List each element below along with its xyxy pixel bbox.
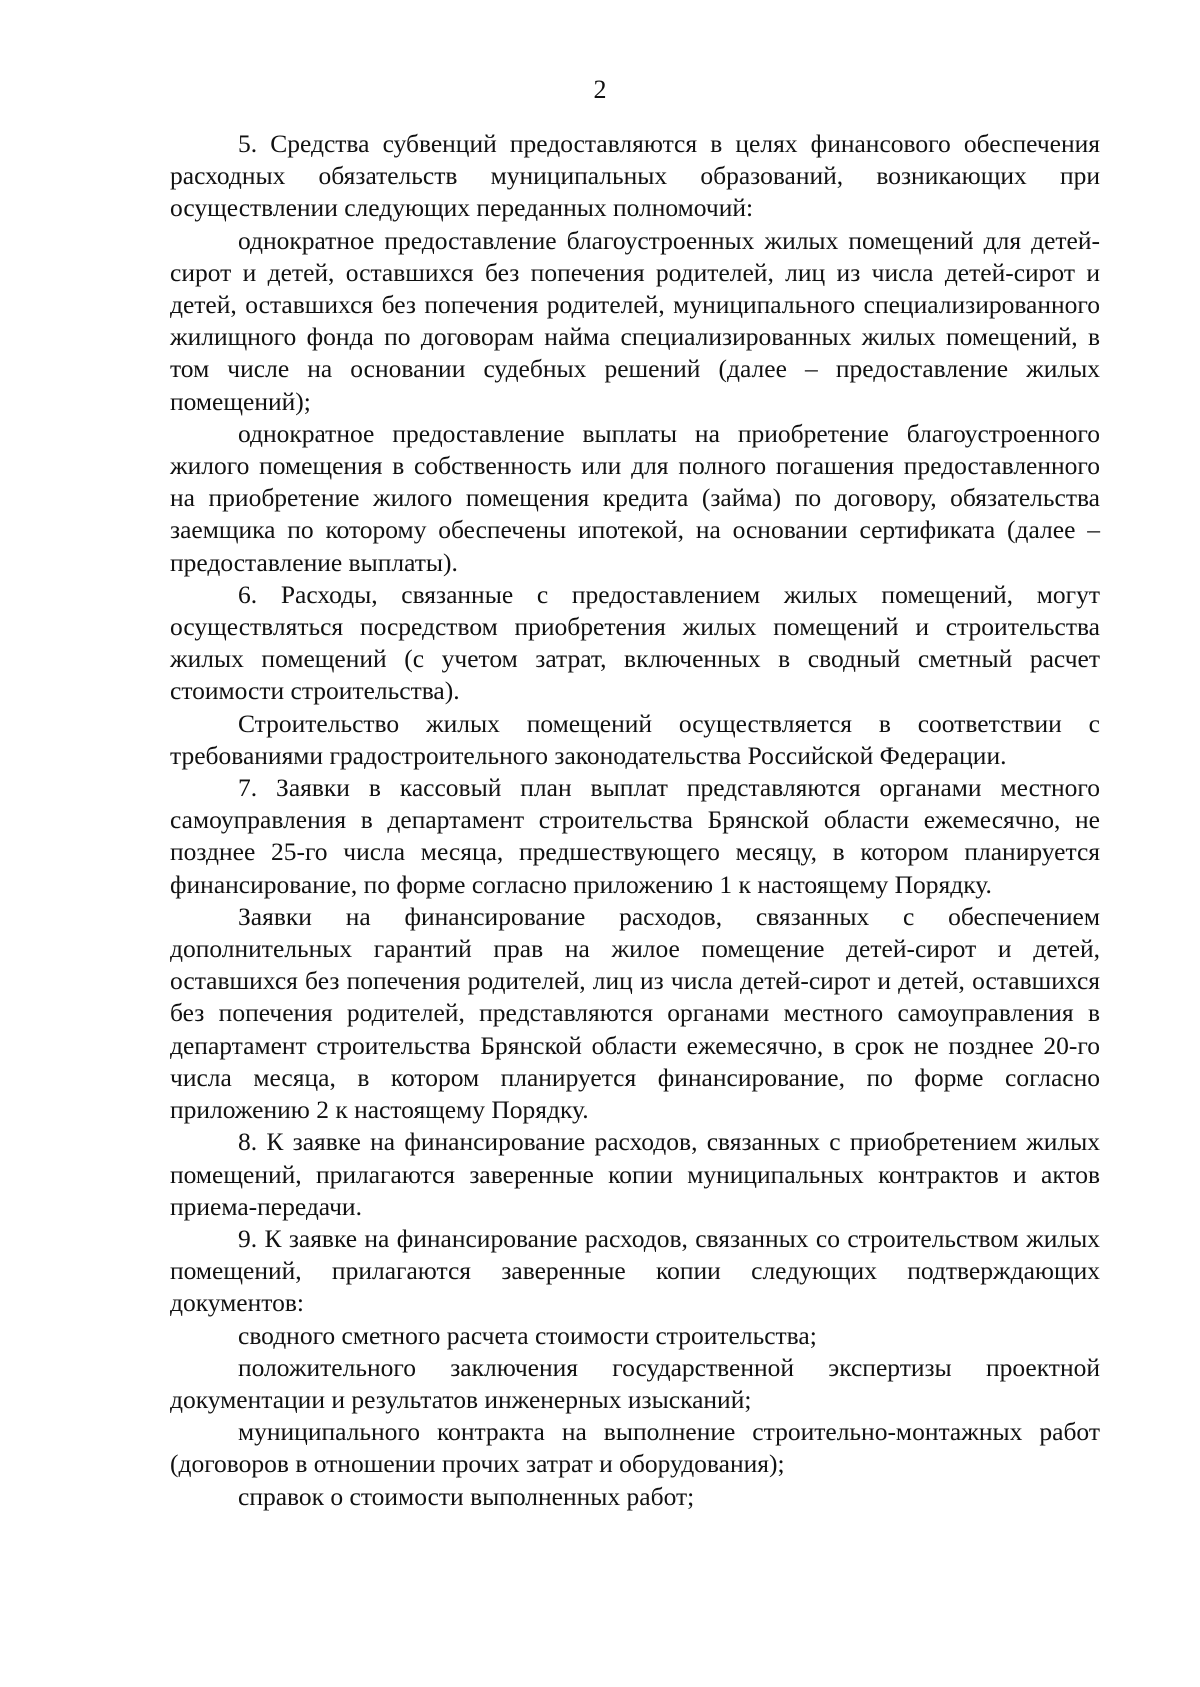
paragraph-9-item-contract: муниципального контракта на выполнение строительно-монтажных работ (договоров в отношении прочих затрат и оборудования); [170,1417,1100,1479]
paragraph-7-applications: Заявки на финансирование расходов, связанных с обеспечением дополнительных гарантий прав на жилое помещение детей-сирот и детей, оставшихся без попечения родителей, лиц из числа детей-сирот и детей, оставшихся без попечения родителей, представляются органами местного самоуправления в департамент строительства Брянской области ежемесячно, в срок не позднее 20-го числа месяца, в котором планируется финансирование, по форме согласно приложению 2 к настоящему Порядку. [170,901,1100,1125]
paragraph-9: 9. К заявке на финансирование расходов, связанных со строительством жилых помещений, прилагаются заверенные копии следующих подтверждающих документов: [170,1223,1100,1318]
paragraph-7: 7. Заявки в кассовый план выплат представляются органами местного самоуправления в департамент строительства Брянской области ежемесячно, не позднее 25-го числа месяца, предшествующего месяцу, в котором планируется финансирование, по форме согласно приложению 1 к настоящему Порядку. [170,773,1100,899]
paragraph-6-construction: Строительство жилых помещений осуществляется в соответствии с требованиями градостроительного законодательства Российской Федерации. [170,708,1100,770]
paragraph-5-item-payment: однократное предоставление выплаты на приобретение благоустроенного жилого помещения в собственность или для полного погашения предоставленного на приобретение жилого помещения кредита (займа) по договору, обязательства заемщика по которому обеспечены ипотекой, на основании сертификата (далее – предоставление выплаты). [170,418,1100,577]
document-body [170,128,1100,1513]
paragraph-5-intro: 5. Средства субвенций предоставляются в целях финансового обеспечения расходных обязательств муниципальных образований, возникающих при осуществлении следующих переданных полномочий: [170,129,1100,223]
paragraph-9-item-certificates: справок о стоимости выполненных работ; [238,1481,695,1511]
paragraph-9-item-expertise: положительного заключения государственной экспертизы проектной документации и результатов инженерных изысканий; [170,1352,1100,1414]
paragraph-6: 6. Расходы, связанные с предоставлением жилых помещений, могут осуществляться посредством приобретения жилых помещений и строительства жилых помещений (с учетом затрат, включенных в сводный сметный расчет стоимости строительства). [170,579,1100,706]
paragraph-8: 8. К заявке на финансирование расходов, связанных с приобретением жилых помещений, прилагаются заверенные копии муниципальных контрактов и актов приема-передачи. [170,1127,1100,1221]
paragraph-9-item-estimate: сводного сметного расчета стоимости строительства; [238,1320,817,1350]
paragraph-5-item-housing: однократное предоставление благоустроенных жилых помещений для детей-сирот и детей, оставшихся без попечения родителей, лиц из числа детей-сирот и детей, оставшихся без попечения родителей, муниципального специализированного жилищного фонда по договорам найма специализированных жилых помещений, в том числе на основании судебных решений (далее – предоставление жилых помещений); [170,225,1100,416]
page-number: 2 [593,75,607,104]
